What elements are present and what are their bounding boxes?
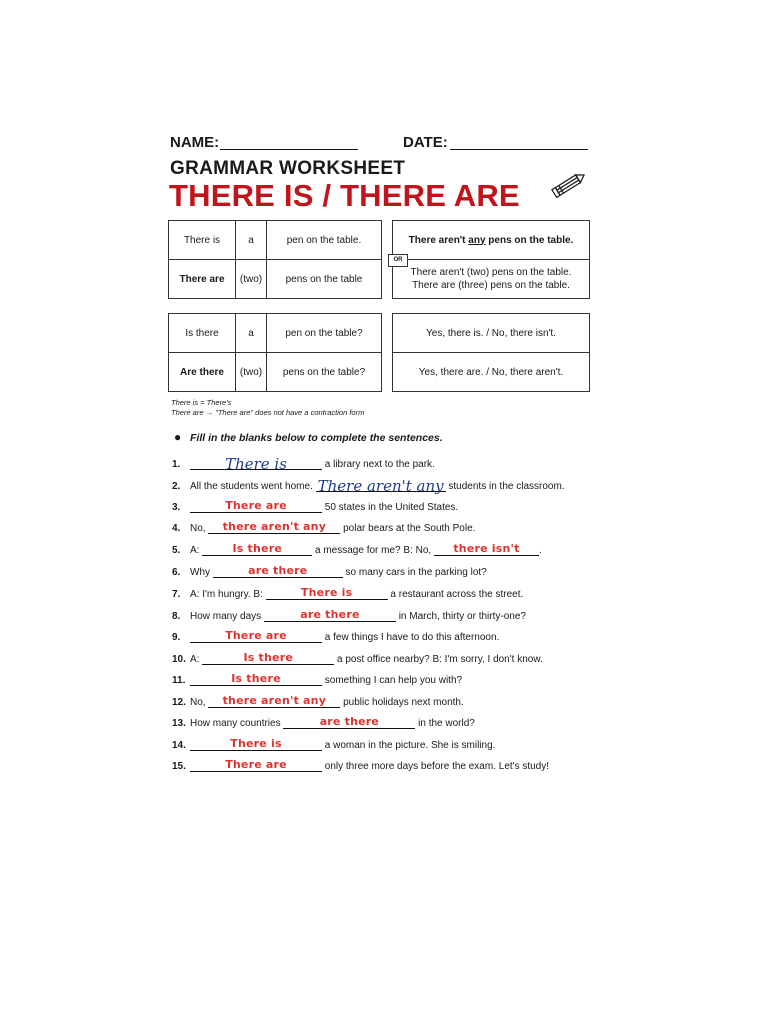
answer-blank[interactable] xyxy=(266,585,388,600)
handwritten-answer: There aren't any xyxy=(317,477,444,495)
exercise-number: 11. xyxy=(172,675,186,686)
exercise-number: 2. xyxy=(172,481,181,492)
table-cell: Yes, there are. / No, there aren't. xyxy=(393,353,590,392)
exercise-text: in the world? xyxy=(415,718,475,729)
exercise-text: A: xyxy=(190,654,203,665)
question-table xyxy=(168,313,382,392)
answer-blank[interactable] xyxy=(202,650,334,665)
exercise-item xyxy=(172,693,464,709)
table-cell: Yes, there is. / No, there isn't. xyxy=(393,314,590,353)
handwritten-answer: there isn't xyxy=(453,542,520,555)
handwritten-answer: There is xyxy=(230,737,282,750)
any-underlined: any xyxy=(468,234,486,246)
handwritten-answer: are there xyxy=(300,608,360,621)
table-cell: pens on the table? xyxy=(267,353,382,392)
handwritten-answer: There are xyxy=(225,629,287,642)
exercise-item xyxy=(172,628,499,644)
answer-blank[interactable] xyxy=(190,671,322,686)
note-line: There is = There's xyxy=(171,398,232,407)
exercise-text: A: xyxy=(190,545,203,556)
table-row xyxy=(393,353,590,392)
answer-blank[interactable] xyxy=(213,563,343,578)
exercise-item xyxy=(172,650,543,666)
handwritten-answer: Is there xyxy=(232,542,282,555)
answer-blank[interactable] xyxy=(190,455,322,473)
exercise-text: a message for me? B: No, xyxy=(312,545,434,556)
handwritten-answer: There are xyxy=(225,499,287,512)
answer-blank[interactable] xyxy=(434,541,539,556)
exercise-text: a library next to the park. xyxy=(322,459,435,470)
answer-blank[interactable] xyxy=(264,607,396,622)
name-date-row xyxy=(170,134,590,156)
table-row xyxy=(169,260,382,299)
exercise-number: 3. xyxy=(172,502,181,513)
worksheet-subtitle: THERE IS / THERE ARE xyxy=(169,178,520,213)
exercise-number: 6. xyxy=(172,567,181,578)
table-cell: a xyxy=(236,314,267,353)
exercise-item xyxy=(172,519,475,535)
worksheet-title: GRAMMAR WORKSHEET xyxy=(170,158,406,179)
date-field[interactable] xyxy=(450,149,588,150)
name-field[interactable] xyxy=(220,149,358,150)
table-cell: pen on the table? xyxy=(267,314,382,353)
table-cell: Is there xyxy=(169,314,236,353)
handwritten-answer: there aren't any xyxy=(222,694,327,707)
answer-table xyxy=(392,313,590,392)
exercise-text: Why xyxy=(190,567,213,578)
exercise-item xyxy=(172,714,475,730)
exercise-number: 15. xyxy=(172,761,186,772)
exercise-item xyxy=(172,477,565,493)
exercise-text: No, xyxy=(190,523,209,534)
table-cell: There is xyxy=(169,221,236,260)
exercise-text: A: I'm hungry. B: xyxy=(190,589,266,600)
table-row xyxy=(393,314,590,353)
exercise-item xyxy=(172,541,542,557)
handwritten-answer: There are xyxy=(225,758,287,771)
exercise-number: 10. xyxy=(172,654,186,665)
exercise-text: 50 states in the United States. xyxy=(322,502,459,513)
table-cell: (two) xyxy=(236,353,267,392)
table-cell: There are xyxy=(169,260,236,299)
exercise-text: a woman in the picture. She is smiling. xyxy=(322,740,496,751)
exercise-item xyxy=(172,671,462,687)
pencil-icon xyxy=(550,170,588,200)
table-row xyxy=(393,260,590,299)
exercise-number: 7. xyxy=(172,589,181,600)
exercise-text: polar bears at the South Pole. xyxy=(340,523,476,534)
exercise-text: How many days xyxy=(190,611,264,622)
answer-blank[interactable] xyxy=(208,693,340,708)
answer-blank[interactable] xyxy=(190,498,322,513)
exercise-text: only three more days before the exam. Let's study! xyxy=(322,761,550,772)
or-label: OR xyxy=(388,254,408,267)
date-label: DATE: xyxy=(403,134,448,151)
exercise-text: a few things I have to do this afternoon. xyxy=(322,632,500,643)
exercise-number: 8. xyxy=(172,611,181,622)
exercise-item xyxy=(172,607,526,623)
table-cell: pens on the table xyxy=(267,260,382,299)
exercise-text: No, xyxy=(190,697,209,708)
negative-line-three: There are (three) pens on the table. xyxy=(412,280,570,291)
answer-blank[interactable] xyxy=(190,628,322,643)
exercise-text: something I can help you with? xyxy=(322,675,463,686)
contraction-notes xyxy=(171,398,364,418)
negative-table xyxy=(392,220,590,299)
table-cell xyxy=(393,221,590,260)
exercise-number: 13. xyxy=(172,718,186,729)
bullet-icon: ● xyxy=(174,430,182,444)
answer-blank[interactable] xyxy=(190,736,322,751)
exercise-text: . xyxy=(538,545,542,556)
statement-table xyxy=(168,220,382,299)
exercise-number: 5. xyxy=(172,545,181,556)
answer-blank[interactable] xyxy=(202,541,312,556)
table-row xyxy=(169,314,382,353)
exercise-item xyxy=(172,585,523,601)
exercise-text: How many countries xyxy=(190,718,284,729)
handwritten-answer: Is there xyxy=(243,651,293,664)
exercise-text: in March, thirty or thirty-one? xyxy=(395,611,526,622)
table-cell xyxy=(393,260,590,299)
name-label: NAME: xyxy=(170,134,220,151)
table-cell: Are there xyxy=(169,353,236,392)
exercise-number: 9. xyxy=(172,632,181,643)
exercise-text: students in the classroom. xyxy=(445,481,565,492)
exercise-number: 14. xyxy=(172,740,186,751)
table-row xyxy=(393,221,590,260)
instruction xyxy=(174,430,443,444)
exercise-number: 1. xyxy=(172,459,181,470)
answer-blank[interactable] xyxy=(316,477,446,495)
answer-blank[interactable] xyxy=(208,519,340,534)
table-cell: a xyxy=(236,221,267,260)
negative-line-two: There aren't (two) pens on the table. xyxy=(410,267,572,278)
instruction-text: Fill in the blanks below to complete the sentences. xyxy=(190,432,443,444)
handwritten-answer: there aren't any xyxy=(222,520,327,533)
exercise-number: 12. xyxy=(172,697,186,708)
exercise-item xyxy=(172,498,458,514)
exercise-text: a restaurant across the street. xyxy=(387,589,524,600)
handwritten-answer: Is there xyxy=(231,672,281,685)
answer-blank[interactable] xyxy=(283,714,415,729)
handwritten-answer: There is xyxy=(225,455,287,473)
negative-text-end: pens on the table. xyxy=(485,234,574,246)
negative-text: There aren't xyxy=(408,234,469,246)
table-row xyxy=(169,353,382,392)
answer-blank[interactable] xyxy=(190,757,322,772)
exercise-text: a post office nearby? B: I'm sorry, I don't know. xyxy=(334,654,543,665)
table-cell: (two) xyxy=(236,260,267,299)
exercise-text: All the students went home. xyxy=(190,481,316,492)
table-row xyxy=(169,221,382,260)
exercise-number: 4. xyxy=(172,523,181,534)
exercise-text: public holidays next month. xyxy=(340,697,464,708)
table-cell: pen on the table. xyxy=(267,221,382,260)
handwritten-answer: There is xyxy=(300,586,353,599)
note-line: There are → "There are" does not have a contraction form xyxy=(171,408,365,417)
exercise-text: so many cars in the parking lot? xyxy=(342,567,487,578)
exercise-item xyxy=(172,563,487,579)
handwritten-answer: are there xyxy=(319,715,380,728)
exercise-item xyxy=(172,455,435,471)
exercise-item xyxy=(172,736,495,752)
handwritten-answer: are there xyxy=(248,564,308,577)
exercise-item xyxy=(172,757,549,773)
